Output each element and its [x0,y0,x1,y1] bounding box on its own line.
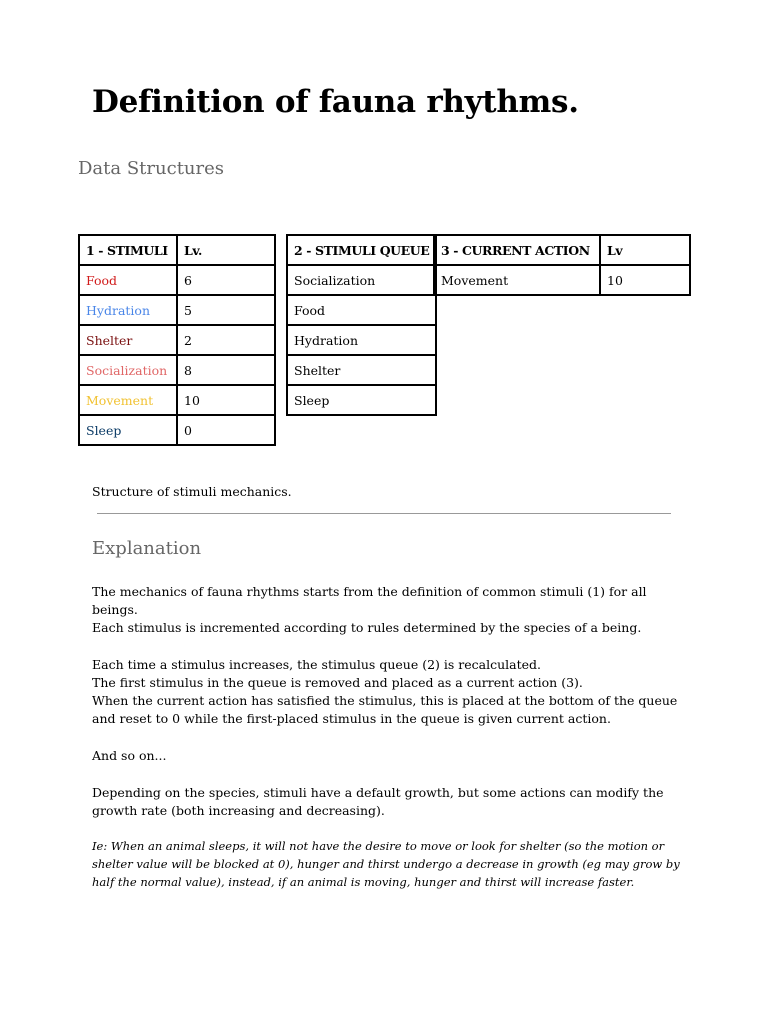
text-line: The mechanics of fauna rhythms starts from the definition of common stimuli (1) for all beings. [92,584,647,617]
action-level: 10 [600,265,690,295]
queue-item: Sleep [287,385,436,415]
table-header-row [79,235,275,265]
stimulus-level: 8 [177,355,275,385]
queue-item: Socialization [287,265,436,295]
stimulus-level: 2 [177,325,275,355]
paragraph-growth: Depending on the species, stimuli have a default growth, but some actions can modify the growth rate (both increasing and decreasing). [92,785,664,818]
paragraph-intro [92,583,682,637]
paragraph-and-so-on: And so on... [92,748,167,763]
queue-item: Hydration [287,325,436,355]
table-row [79,385,275,415]
table-row [79,295,275,325]
stimulus-name: Sleep [79,415,177,445]
section-heading-explanation: Explanation [92,538,202,559]
divider [97,513,671,514]
table-row [287,355,436,385]
table-row [79,415,275,445]
text-line: Each stimulus is incremented according to rules determined by the species of a being. [92,620,642,635]
current-action-table [433,234,691,296]
stimuli-table [78,234,276,446]
stimulus-name: Shelter [79,325,177,355]
action-header: 3 - CURRENT ACTION [434,235,600,265]
section-heading-data-structures: Data Structures [78,158,225,179]
paragraph-queue [92,656,682,728]
action-name: Movement [434,265,600,295]
table-row [79,355,275,385]
text-line: When the current action has satisfied the stimulus, this is placed at the bottom of the queue and reset to 0 while the first-placed stimulus in the queue is given current action. [92,693,678,726]
text-line: Each time a stimulus increases, the stimulus queue (2) is recalculated. [92,657,541,672]
paragraph-example: Ie: When an animal sleeps, it will not have the desire to move or look for shelter (so the motion or shelter value will be blocked at 0), hunger and thirst undergo a decrease in growth (eg may grow by half the normal value), instead, if an animal is moving, hunger and thirst will increase faster. [92,839,680,889]
table-row [79,265,275,295]
table-row [287,325,436,355]
stimulus-name: Movement [79,385,177,415]
stimulus-level: 10 [177,385,275,415]
stimulus-name: Socialization [79,355,177,385]
queue-header: 2 - STIMULI QUEUE [287,235,436,265]
stimuli-queue-table [286,234,437,416]
stimulus-level: 6 [177,265,275,295]
queue-item: Shelter [287,355,436,385]
stimulus-name: Hydration [79,295,177,325]
table-row [287,265,436,295]
stimulus-level: 5 [177,295,275,325]
table-row [287,385,436,415]
action-level-header: Lv [600,235,690,265]
page-title: Definition of fauna rhythms. [92,84,579,120]
stimulus-level: 0 [177,415,275,445]
queue-item: Food [287,295,436,325]
level-header: Lv. [177,235,275,265]
table-caption: Structure of stimuli mechanics. [92,484,292,499]
table-row [287,295,436,325]
table-row [79,325,275,355]
table-row [434,265,690,295]
table-header-row [434,235,690,265]
stimulus-name: Food [79,265,177,295]
text-line: The first stimulus in the queue is removed and placed as a current action (3). [92,675,583,690]
table-header-row [287,235,436,265]
stimuli-header: 1 - STIMULI [79,235,177,265]
